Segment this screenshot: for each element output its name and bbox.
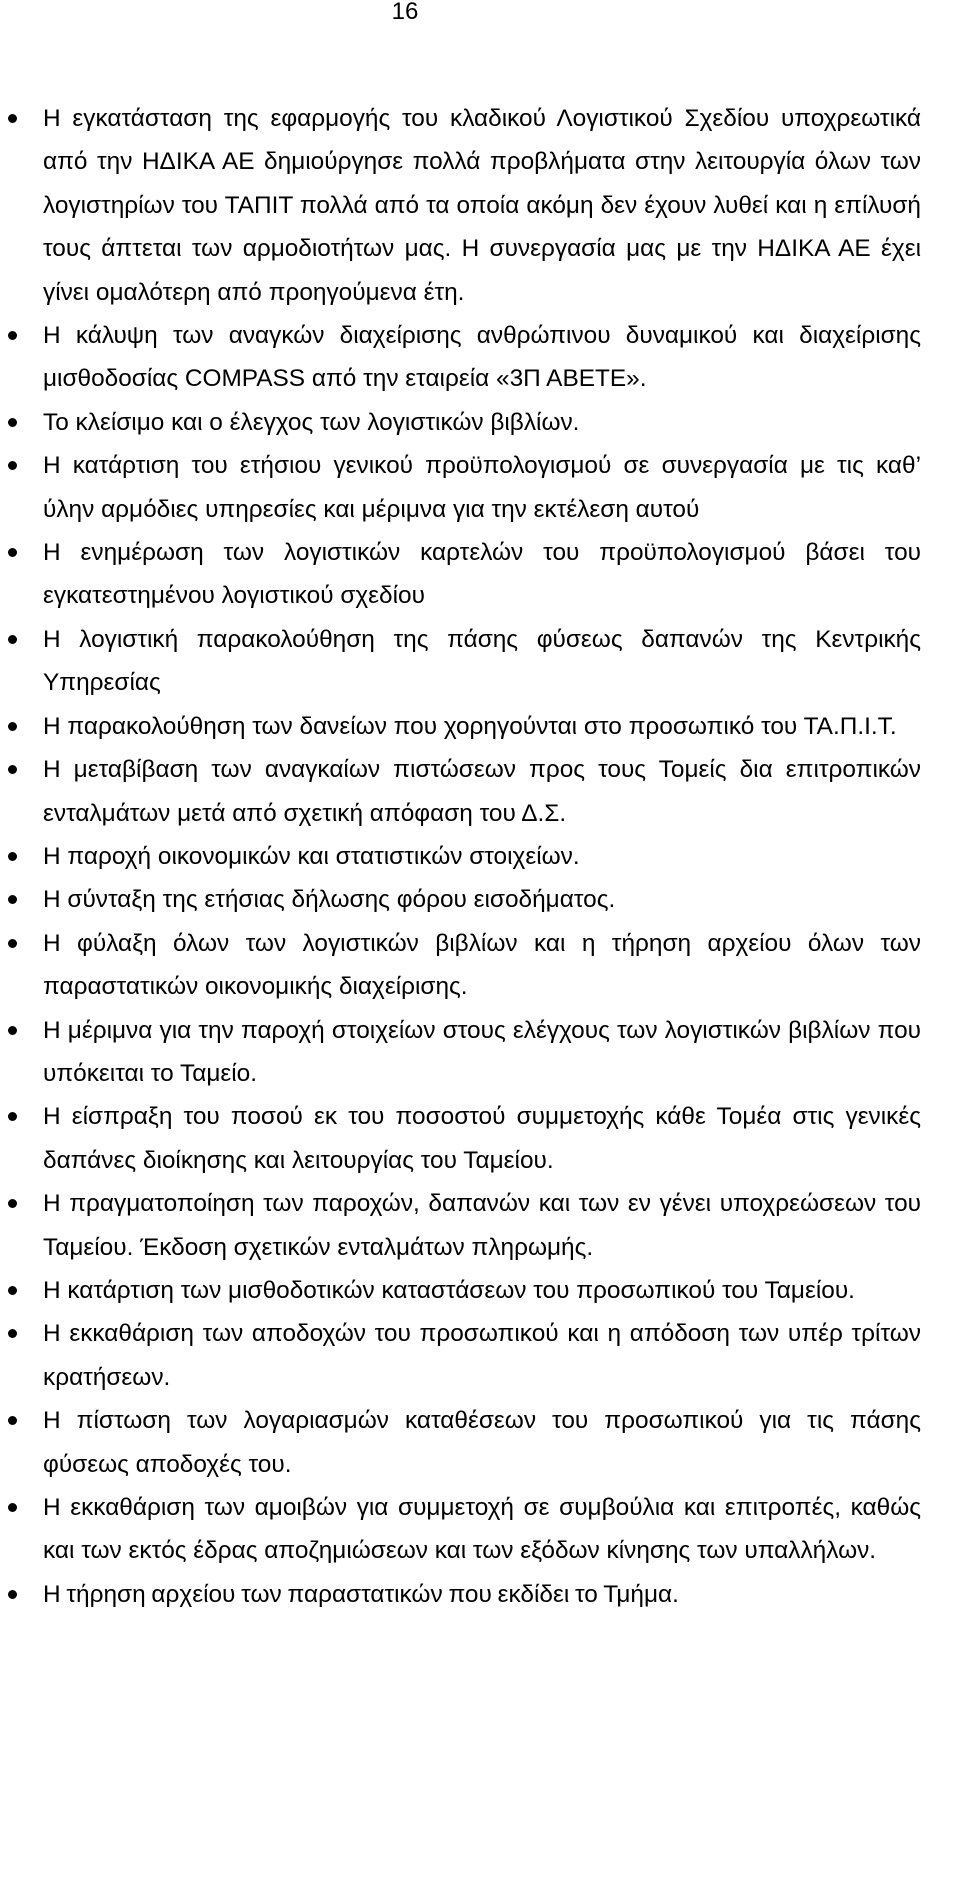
list-item [43, 97, 921, 314]
list-item-text: Η λογιστική παρακολούθηση της πάσης φύσεως δαπανών της Κεντρικής Υπηρεσίας [43, 625, 921, 697]
list-item [43, 1009, 921, 1096]
list-item [43, 1269, 921, 1312]
bullet-list [43, 97, 921, 1616]
bullet-icon [8, 1286, 17, 1295]
list-item-text: Η σύνταξη της ετήσιας δήλωσης φόρου εισοδήματος. [43, 886, 616, 914]
list-item [43, 1095, 921, 1182]
bullet-icon [8, 722, 17, 731]
bullet-icon [8, 1590, 17, 1599]
list-item-text: Η πραγματοποίηση των παροχών, δαπανών και των εν γένει υποχρεώσεων του Ταμείου. Έκδοση σχετικών ενταλμάτων πληρωμής. [43, 1190, 921, 1261]
list-item-text: Η παρακολούθηση των δανείων που χορηγούνται στο προσωπικό του ΤΑ.Π.Ι.Τ. [43, 712, 897, 740]
list-item-text: Η φύλαξη όλων των λογιστικών βιβλίων και η τήρηση αρχείου όλων των παραστατικών οικονομικής διαχείρισης. [43, 929, 921, 1001]
list-item-text: Η κατάρτιση των μισθοδοτικών καταστάσεων του προσωπικού του Ταμείου. [43, 1276, 855, 1304]
list-item-text: Η είσπραξη του ποσού εκ του ποσοστού συμμετοχής κάθε Τομέα στις γενικές δαπάνες διοίκησης και λειτουργίας του Ταμείου. [43, 1103, 921, 1174]
list-item-text: Η εκκαθάριση των αποδοχών του προσωπικού και η απόδοση των υπέρ τρίτων κρατήσεων. [43, 1320, 921, 1391]
list-item [43, 531, 921, 618]
page-number: 16 [391, 0, 419, 25]
list-item [43, 705, 921, 748]
list-item [43, 1573, 921, 1616]
bullet-icon [8, 331, 17, 340]
list-item-text: Η μέριμνα για την παροχή στοιχείων στους ελέγχους των λογιστικών βιβλίων που υπόκειται το Ταμείο. [43, 1016, 921, 1087]
list-item-text: Η κατάρτιση του ετήσιου γενικού προϋπολογισμού σε συνεργασία με τις καθ’ ύλην αρμόδιες υπηρεσίες και μέριμνα για την εκτέλεση αυτού [43, 452, 921, 523]
list-item-text: Η ενημέρωση των λογιστικών καρτελών του προϋπολογισμού βάσει του εγκατεστημένου λογιστικού σχεδίου [43, 539, 921, 610]
list-item-text: Η τήρηση αρχείου των παραστατικών που εκδίδει το Τμήμα. [43, 1580, 679, 1608]
bullet-icon [8, 765, 17, 774]
list-item [43, 401, 921, 444]
list-item [43, 748, 921, 835]
bullet-icon [8, 635, 17, 644]
bullet-icon [8, 1329, 17, 1338]
list-item [43, 618, 921, 705]
list-item-text: Η κάλυψη των αναγκών διαχείρισης ανθρώπινου δυναμικού και διαχείρισης μισθοδοσίας COMPASS από την εταιρεία «3Π ΑΒΕΤΕ». [43, 322, 921, 393]
bullet-icon [8, 418, 17, 427]
bullet-icon [8, 1026, 17, 1035]
list-item [43, 1182, 921, 1269]
list-item [43, 1399, 921, 1486]
list-item [43, 1312, 921, 1399]
list-item [43, 1486, 921, 1573]
bullet-icon [8, 1503, 17, 1512]
bullet-icon [8, 461, 17, 470]
bullet-icon [8, 1416, 17, 1425]
bullet-icon [8, 114, 17, 123]
list-item-text: Η παροχή οικονομικών και στατιστικών στοιχείων. [43, 842, 580, 870]
list-item [43, 835, 921, 878]
bullet-icon [8, 895, 17, 904]
list-item [43, 878, 921, 921]
bullet-icon [8, 548, 17, 557]
list-item-text: Η εγκατάσταση της εφαρμογής του κλαδικού Λογιστικού Σχεδίου υποχρεωτικά από την ΗΔΙΚΑ ΑΕ δημιούργησε πολλά προβλήματα στην λειτουργία όλων των λογιστηρίων του ΤΑΠΙΤ πολλά από τα οποία ακόμη δεν έχουν λυθεί και η επίλυσή τους άπτεται των αρμοδιοτήτων μας. Η συνεργασία μας με την ΗΔΙΚΑ ΑΕ έχει γίνει ομαλότερη από προηγούμενα έτη. [43, 105, 921, 306]
list-item-text: Η εκκαθάριση των αμοιβών για συμμετοχή σε συμβούλια και επιτροπές, καθώς και των εκτός έδρας αποζημιώσεων και των εξόδων κίνησης των υπαλλήλων. [43, 1494, 921, 1565]
list-item-text: Η μεταβίβαση των αναγκαίων πιστώσεων προς τους Τομείς δια επιτροπικών ενταλμάτων μετά από σχετική απόφαση του Δ.Σ. [43, 756, 921, 827]
bullet-icon [8, 1112, 17, 1121]
list-item-text: Το κλείσιμο και ο έλεγχος των λογιστικών βιβλίων. [43, 408, 580, 436]
list-item [43, 314, 921, 401]
bullet-icon [8, 852, 17, 861]
bullet-icon [8, 939, 17, 948]
list-item-text: Η πίστωση των λογαριασμών καταθέσεων του προσωπικού για τις πάσης φύσεως αποδοχές του. [43, 1407, 921, 1478]
bullet-icon [8, 1199, 17, 1208]
list-item [43, 922, 921, 1009]
list-item [43, 444, 921, 531]
